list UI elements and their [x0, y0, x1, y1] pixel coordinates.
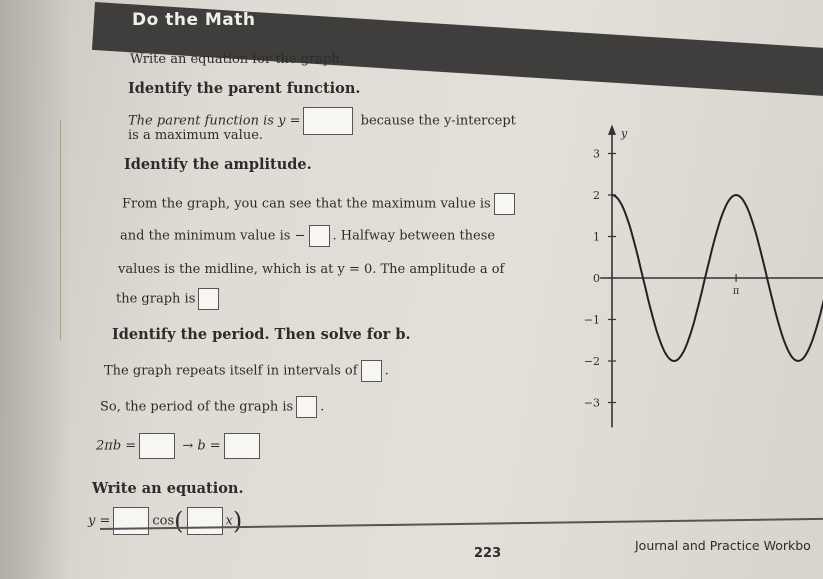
y-axis-arrow: [608, 124, 616, 134]
heading-period: Identify the period. Then solve for b.: [112, 326, 411, 343]
period-eq-lhs: 2πb =: [96, 438, 137, 454]
equation-lhs: y =: [88, 513, 111, 529]
period-line1-text: The graph repeats itself in intervals of: [104, 363, 358, 379]
period-line2-text: So, the period of the graph is: [100, 399, 294, 415]
amplitude-line2-post: . Halfway between these: [332, 228, 496, 244]
y-tick-label: −3: [583, 396, 600, 410]
period-dot-1: .: [384, 363, 389, 379]
y-tick-label: −2: [583, 355, 600, 368]
book-title: Journal and Practice Workbo: [635, 538, 811, 553]
page-title: Do the Math: [132, 10, 256, 30]
parent-line1-post: because the y-intercept: [360, 113, 516, 129]
period-dot-2: .: [320, 399, 325, 415]
equation-func: cos: [152, 513, 175, 529]
amplitude-line2-pre: and the minimum value is: [120, 228, 291, 244]
heading-amplitude: Identify the amplitude.: [124, 156, 312, 173]
y-tick-label: 0: [593, 272, 600, 285]
parent-line1-lhs: y =: [278, 113, 301, 129]
minus-sign: −: [294, 228, 306, 244]
intro-text: Write an equation for the graph.: [130, 52, 344, 67]
amplitude-line4-text: the graph is: [116, 291, 196, 307]
page-number: 223: [474, 546, 502, 561]
close-paren: ): [232, 507, 243, 535]
y-axis-label: y: [621, 126, 628, 140]
equation-var: x: [225, 513, 233, 529]
y-tick-label: 2: [593, 189, 600, 202]
y-tick-label: −1: [583, 313, 600, 327]
amplitude-line1-text: From the graph, you can see that the maximum value is: [122, 196, 491, 212]
heading-write-equation: Write an equation.: [92, 480, 244, 497]
x-tick-label: π: [732, 286, 740, 297]
parent-line-2: is a maximum value.: [128, 128, 264, 143]
heading-parent-function: Identify the parent function.: [128, 80, 361, 97]
period-eq-arrow: → b =: [182, 438, 221, 454]
graph-plot-area: [584, 124, 823, 427]
open-paren: (: [174, 507, 184, 535]
y-tick-label: 1: [593, 230, 600, 244]
y-tick-label: 3: [593, 147, 600, 161]
parent-line1-pre: The parent function is: [128, 113, 274, 129]
amplitude-line-3: values is the midline, which is at y = 0. The amplitude a of: [118, 262, 505, 277]
